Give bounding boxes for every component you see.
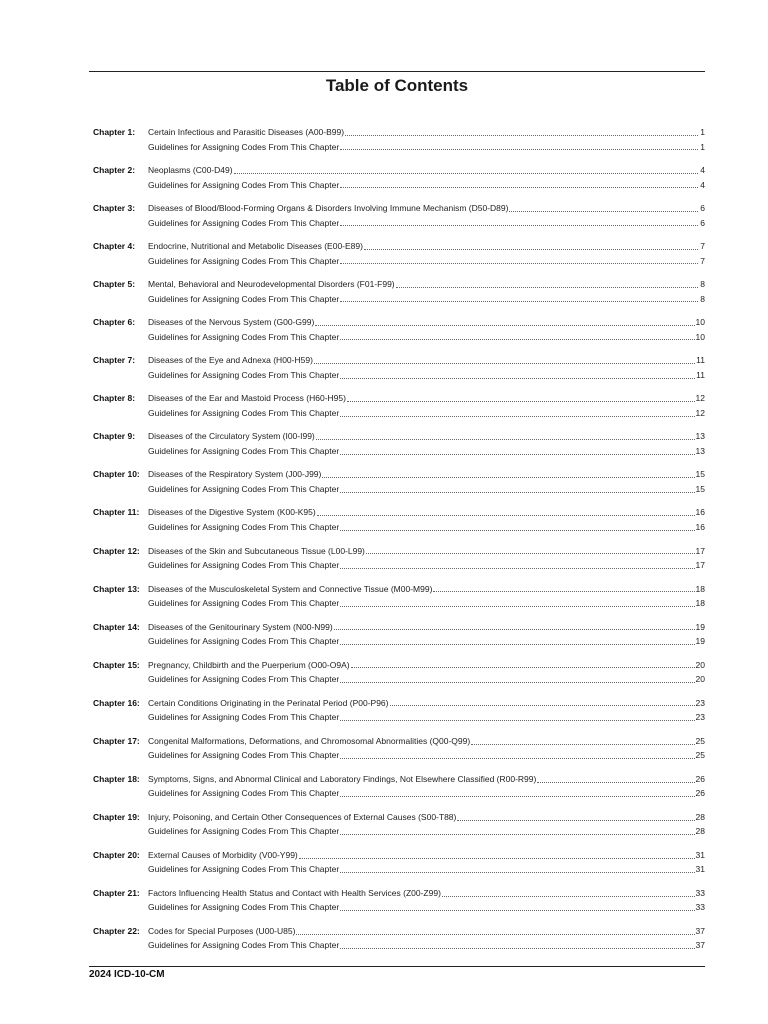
entry-title: Guidelines for Assigning Codes From This Chapter: [148, 217, 340, 228]
dot-leader: [340, 910, 694, 911]
dot-leader: [345, 135, 698, 136]
entry-title: Guidelines for Assigning Codes From This Chapter: [148, 940, 340, 951]
entry-title: Diseases of the Musculoskeletal System and Connective Tissue (M00-M99): [148, 583, 433, 594]
toc-chapter: [93, 924, 705, 962]
page-number: 19: [695, 621, 705, 632]
toc-chapter: [93, 353, 705, 391]
page-number: 11: [696, 369, 705, 380]
toc-chapter-entry[interactable]: [93, 582, 705, 597]
toc-chapter-entry[interactable]: [93, 239, 705, 254]
entry-title: Guidelines for Assigning Codes From This Chapter: [148, 598, 340, 609]
entry-title: Guidelines for Assigning Codes From This Chapter: [148, 179, 340, 190]
dot-leader: [340, 720, 694, 721]
page-number: 7: [700, 241, 705, 252]
page-number: 4: [700, 179, 705, 190]
toc-guidelines-entry[interactable]: [93, 406, 705, 421]
chapter-label: Chapter 18:: [93, 773, 140, 784]
entry-title: Guidelines for Assigning Codes From This Chapter: [148, 826, 340, 837]
entry-title: Guidelines for Assigning Codes From This Chapter: [148, 636, 340, 647]
dot-leader: [340, 606, 694, 607]
dot-leader: [340, 948, 694, 949]
dot-leader: [396, 287, 698, 288]
dot-leader: [364, 249, 698, 250]
entry-title: Guidelines for Assigning Codes From This Chapter: [148, 445, 340, 456]
chapter-label: Chapter 1:: [93, 127, 136, 137]
page-number: 8: [700, 293, 705, 304]
toc-chapter-entry[interactable]: [93, 696, 705, 711]
entry-title: Guidelines for Assigning Codes From This Chapter: [148, 255, 340, 266]
dot-leader: [457, 820, 694, 821]
toc-chapter-entry[interactable]: [93, 163, 705, 178]
page-number: 31: [695, 864, 705, 875]
page-number: 16: [695, 507, 705, 518]
page-number: 17: [695, 545, 705, 556]
page-number: 10: [695, 317, 705, 328]
toc-guidelines-entry[interactable]: [93, 178, 705, 193]
top-rule: [89, 71, 705, 72]
dot-leader: [340, 339, 694, 340]
toc-chapter: [93, 620, 705, 658]
entry-title: Diseases of Blood/Blood-Forming Organs & Disorders Involving Immune Mechanism (D50-D89): [148, 203, 509, 214]
entry-title: External Causes of Morbidity (V00-Y99): [148, 849, 298, 860]
dot-leader: [322, 477, 694, 478]
toc-guidelines-entry[interactable]: [93, 330, 705, 345]
dot-leader: [340, 872, 694, 873]
page-number: 17: [695, 560, 705, 571]
page-number: 20: [695, 659, 705, 670]
page-number: 23: [695, 697, 705, 708]
chapter-label: Chapter 4:: [93, 241, 136, 252]
entry-title: Endocrine, Nutritional and Metabolic Diseases (E00-E89): [148, 241, 363, 252]
page-number: 19: [695, 636, 705, 647]
entry-title: Factors Influencing Health Status and Contact with Health Services (Z00-Z99): [148, 887, 441, 898]
chapter-label: Chapter 11:: [93, 507, 140, 518]
toc-chapter: [93, 544, 705, 582]
entry-title: Diseases of the Skin and Subcutaneous Tissue (L00-L99): [148, 545, 365, 556]
toc-guidelines-entry[interactable]: [93, 216, 705, 231]
dot-leader: [234, 173, 698, 174]
toc-guidelines-entry[interactable]: [93, 824, 705, 839]
dot-leader: [390, 705, 695, 706]
chapter-label: Chapter 22:: [93, 925, 140, 936]
dot-leader: [340, 301, 698, 302]
entry-title: Guidelines for Assigning Codes From This Chapter: [148, 788, 340, 799]
toc-chapter-entry[interactable]: [93, 429, 705, 444]
dot-leader: [340, 416, 694, 417]
dot-leader: [340, 149, 698, 150]
chapter-label: Chapter 10:: [93, 469, 140, 480]
dot-leader: [340, 796, 694, 797]
toc-guidelines-entry[interactable]: [93, 938, 705, 953]
toc-chapter: [93, 201, 705, 239]
page-number: 1: [700, 127, 705, 137]
page-number: 15: [695, 483, 705, 494]
entry-title: Guidelines for Assigning Codes From This Chapter: [148, 369, 340, 380]
chapter-label: Chapter 14:: [93, 621, 140, 632]
toc-chapter: [93, 239, 705, 277]
toc-chapter-entry[interactable]: [93, 848, 705, 863]
entry-title: Neoplasms (C00-D49): [148, 165, 233, 176]
toc-guidelines-entry[interactable]: [93, 748, 705, 763]
toc-chapter: [93, 163, 705, 201]
dot-leader: [442, 896, 695, 897]
toc-guidelines-entry[interactable]: [93, 482, 705, 497]
dot-leader: [340, 187, 698, 188]
page-number: 25: [695, 735, 705, 746]
entry-title: Diseases of the Circulatory System (I00-I99): [148, 431, 315, 442]
page-number: 31: [695, 849, 705, 860]
bottom-rule: [89, 966, 705, 967]
entry-title: Symptoms, Signs, and Abnormal Clinical and Laboratory Findings, Not Elsewhere Classified (R00-R99): [148, 773, 537, 784]
dot-leader: [366, 553, 695, 554]
toc-chapter: [93, 734, 705, 772]
toc-chapter-entry[interactable]: [93, 315, 705, 330]
toc-guidelines-entry[interactable]: [93, 786, 705, 801]
dot-leader: [315, 325, 694, 326]
entry-title: Guidelines for Assigning Codes From This Chapter: [148, 483, 340, 494]
page-number: 28: [695, 826, 705, 837]
page-number: 28: [695, 811, 705, 822]
toc-chapter-entry[interactable]: [93, 658, 705, 673]
entry-title: Diseases of the Ear and Mastoid Process (H60-H95): [148, 393, 346, 404]
toc-chapter-entry[interactable]: [93, 353, 705, 368]
toc-guidelines-entry[interactable]: [93, 710, 705, 725]
page-number: 33: [695, 887, 705, 898]
page-number: 8: [700, 279, 705, 290]
dot-leader: [340, 454, 694, 455]
toc-chapter: [93, 696, 705, 734]
toc-chapter: [93, 658, 705, 696]
dot-leader: [340, 758, 694, 759]
dot-leader: [340, 225, 698, 226]
chapter-label: Chapter 19:: [93, 811, 140, 822]
toc-chapter: [93, 582, 705, 620]
toc-chapter-entry[interactable]: [93, 505, 705, 520]
page-number: 37: [695, 940, 705, 951]
dot-leader: [340, 263, 698, 264]
toc-guidelines-entry[interactable]: [93, 368, 705, 383]
toc-guidelines-entry[interactable]: [93, 254, 705, 269]
entry-title: Congenital Malformations, Deformations, and Chromosomal Abnormalities (Q00-Q99): [148, 735, 471, 746]
page-footer: 2024 ICD-10-CM: [89, 969, 165, 980]
entry-title: Diseases of the Digestive System (K00-K95): [148, 507, 316, 518]
entry-title: Guidelines for Assigning Codes From This Chapter: [148, 141, 340, 152]
dot-leader: [340, 568, 694, 569]
toc-chapter: [93, 429, 705, 467]
entry-title: Diseases of the Nervous System (G00-G99): [148, 317, 315, 328]
chapter-label: Chapter 7:: [93, 355, 136, 366]
entry-title: Guidelines for Assigning Codes From This Chapter: [148, 750, 340, 761]
page-number: 6: [700, 203, 705, 214]
page-number: 6: [700, 217, 705, 228]
chapter-label: Chapter 2:: [93, 165, 136, 176]
toc-chapter-entry[interactable]: [93, 277, 705, 292]
page-number: 12: [695, 393, 705, 404]
page-number: 26: [695, 773, 705, 784]
entry-title: Guidelines for Assigning Codes From This Chapter: [148, 674, 340, 685]
toc-chapter: [93, 467, 705, 505]
chapter-label: Chapter 16:: [93, 697, 140, 708]
entry-title: Pregnancy, Childbirth and the Puerperium (O00-O9A): [148, 659, 350, 670]
page-number: 13: [695, 445, 705, 456]
chapter-label: Chapter 8:: [93, 393, 136, 404]
dot-leader: [340, 834, 694, 835]
entry-title: Guidelines for Assigning Codes From This Chapter: [148, 902, 340, 913]
dot-leader: [340, 492, 694, 493]
toc-guidelines-entry[interactable]: [93, 900, 705, 915]
table-of-contents: [93, 125, 705, 962]
toc-guidelines-entry[interactable]: [93, 596, 705, 611]
chapter-label: Chapter 20:: [93, 849, 140, 860]
chapter-label: Chapter 12:: [93, 545, 140, 556]
dot-leader: [537, 782, 694, 783]
page-number: 20: [695, 674, 705, 685]
toc-chapter: [93, 848, 705, 886]
entry-title: Injury, Poisoning, and Certain Other Consequences of External Causes (S00-T88): [148, 811, 457, 822]
entry-title: Diseases of the Eye and Adnexa (H00-H59): [148, 355, 313, 366]
toc-chapter-entry[interactable]: [93, 620, 705, 635]
page-number: 33: [695, 902, 705, 913]
entry-title: Guidelines for Assigning Codes From This Chapter: [148, 407, 340, 418]
dot-leader: [340, 530, 694, 531]
toc-guidelines-entry[interactable]: [93, 672, 705, 687]
toc-chapter-entry[interactable]: [93, 772, 705, 787]
toc-chapter-entry[interactable]: [93, 544, 705, 559]
dot-leader: [351, 667, 695, 668]
entry-title: Codes for Special Purposes (U00-U85): [148, 925, 296, 936]
dot-leader: [340, 378, 695, 379]
chapter-label: Chapter 5:: [93, 279, 136, 290]
page-number: 13: [695, 431, 705, 442]
entry-title: Guidelines for Assigning Codes From This Chapter: [148, 293, 340, 304]
toc-guidelines-entry[interactable]: [93, 140, 705, 155]
entry-title: Guidelines for Assigning Codes From This Chapter: [148, 864, 340, 875]
entry-title: Guidelines for Assigning Codes From This Chapter: [148, 331, 340, 342]
chapter-label: Chapter 3:: [93, 203, 136, 214]
dot-leader: [347, 401, 695, 402]
toc-chapter-entry[interactable]: [93, 467, 705, 482]
toc-chapter: [93, 125, 705, 163]
page-number: 10: [695, 331, 705, 342]
dot-leader: [316, 439, 695, 440]
entry-title: Guidelines for Assigning Codes From This Chapter: [148, 712, 340, 723]
dot-leader: [299, 858, 695, 859]
page-number: 16: [695, 521, 705, 532]
page-number: 15: [695, 469, 705, 480]
entry-title: Certain Conditions Originating in the Perinatal Period (P00-P96): [148, 697, 389, 708]
toc-chapter: [93, 391, 705, 429]
toc-chapter-entry[interactable]: [93, 810, 705, 825]
toc-guidelines-entry[interactable]: [93, 444, 705, 459]
page-number: 11: [696, 355, 705, 366]
toc-chapter: [93, 315, 705, 353]
entry-title: Diseases of the Genitourinary System (N00-N99): [148, 621, 333, 632]
chapter-label: Chapter 13:: [93, 583, 140, 594]
dot-leader: [314, 363, 695, 364]
entry-title: Guidelines for Assigning Codes From This Chapter: [148, 560, 340, 571]
page-number: 26: [695, 788, 705, 799]
entry-title: Certain Infectious and Parasitic Diseases (A00-B99): [148, 127, 345, 137]
toc-chapter-entry[interactable]: [93, 924, 705, 939]
chapter-label: Chapter 17:: [93, 735, 140, 746]
dot-leader: [296, 934, 694, 935]
chapter-label: Chapter 15:: [93, 659, 140, 670]
toc-guidelines-entry[interactable]: [93, 520, 705, 535]
toc-guidelines-entry[interactable]: [93, 558, 705, 573]
page-number: 7: [700, 255, 705, 266]
toc-chapter: [93, 886, 705, 924]
page-number: 23: [695, 712, 705, 723]
dot-leader: [340, 644, 694, 645]
dot-leader: [433, 591, 694, 592]
dot-leader: [509, 211, 698, 212]
page-number: 18: [695, 598, 705, 609]
dot-leader: [340, 682, 694, 683]
toc-guidelines-entry[interactable]: [93, 292, 705, 307]
entry-title: Guidelines for Assigning Codes From This Chapter: [148, 521, 340, 532]
dot-leader: [471, 744, 694, 745]
dot-leader: [334, 629, 695, 630]
chapter-label: Chapter 21:: [93, 887, 140, 898]
toc-chapter: [93, 277, 705, 315]
toc-chapter-entry[interactable]: [93, 734, 705, 749]
toc-chapter: [93, 772, 705, 810]
dot-leader: [317, 515, 695, 516]
page-number: 1: [700, 141, 705, 152]
page-number: 4: [700, 165, 705, 176]
page-number: 37: [695, 925, 705, 936]
toc-chapter: [93, 505, 705, 543]
page-title: Table of Contents: [325, 76, 469, 95]
entry-title: Diseases of the Respiratory System (J00-J99): [148, 469, 322, 480]
toc-guidelines-entry[interactable]: [93, 862, 705, 877]
toc-chapter-entry[interactable]: [93, 201, 705, 216]
toc-chapter-entry[interactable]: [93, 391, 705, 406]
toc-guidelines-entry[interactable]: [93, 634, 705, 649]
page-number: 18: [695, 583, 705, 594]
toc-chapter-entry[interactable]: [93, 125, 705, 140]
toc-chapter-entry[interactable]: [93, 886, 705, 901]
entry-title: Mental, Behavioral and Neurodevelopmental Disorders (F01-F99): [148, 279, 395, 290]
page-number: 12: [695, 407, 705, 418]
toc-chapter: [93, 810, 705, 848]
chapter-label: Chapter 6:: [93, 317, 136, 328]
chapter-label: Chapter 9:: [93, 431, 136, 442]
page-number: 25: [695, 750, 705, 761]
